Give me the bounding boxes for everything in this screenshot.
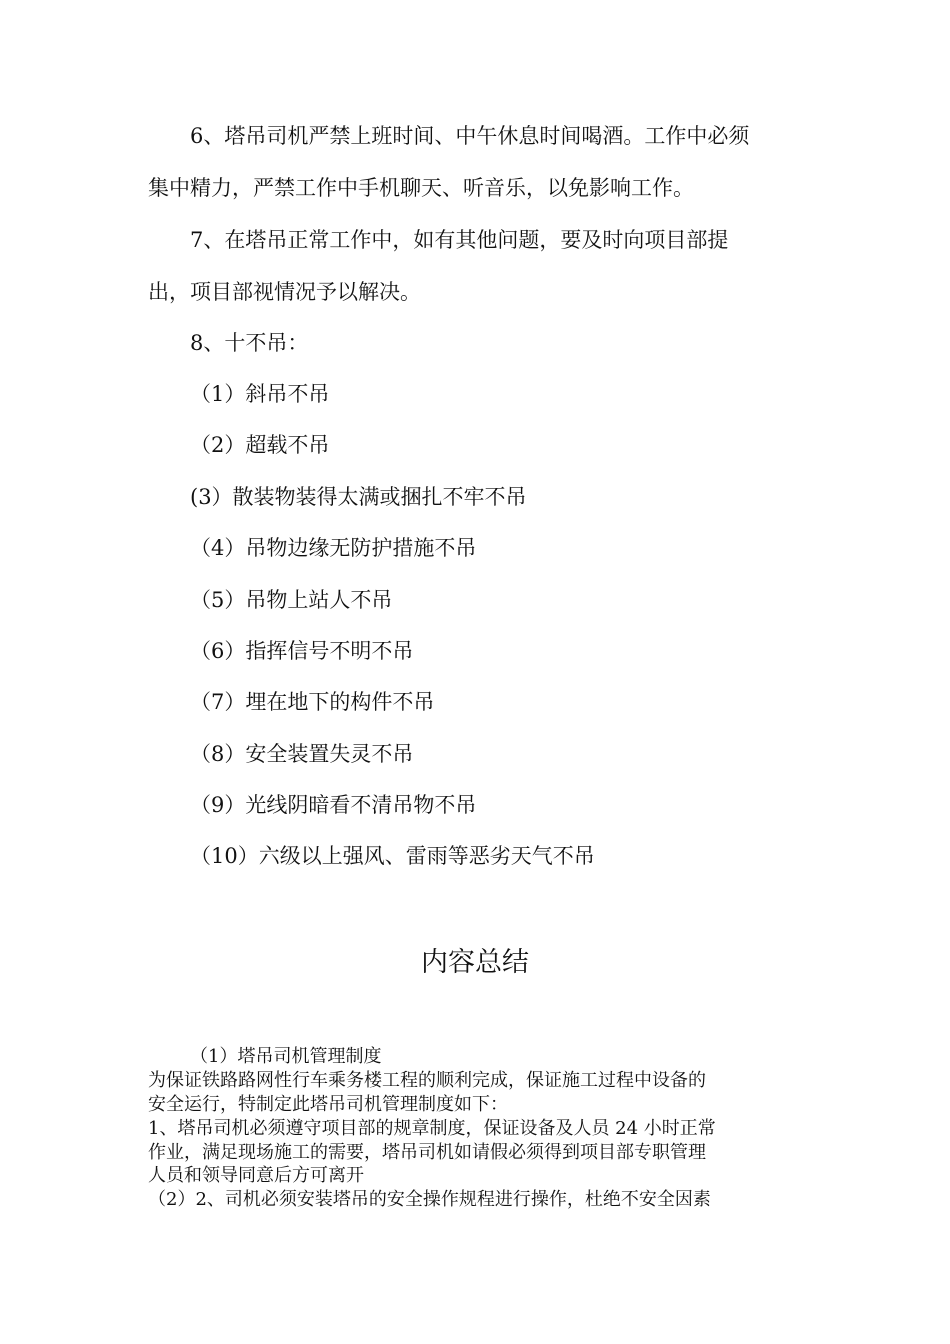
list-item: （10）六级以上强风、雷雨等恶劣天气不吊 bbox=[190, 844, 595, 868]
summary-line: （2）2、司机必须安装塔吊的安全操作规程进行操作，杜绝不安全因素 bbox=[148, 1189, 711, 1210]
list-item: （9）光线阴暗看不清吊物不吊 bbox=[190, 793, 477, 817]
list-item: （4）吊物边缘无防护措施不吊 bbox=[190, 536, 477, 560]
list-item: （8）安全装置失灵不吊 bbox=[190, 742, 414, 766]
summary-heading: （1）塔吊司机管理制度 bbox=[190, 1046, 382, 1067]
summary-line: 人员和领导同意后方可离开 bbox=[148, 1165, 364, 1186]
summary-line: 安全运行，特制定此塔吊司机管理制度如下： bbox=[148, 1094, 508, 1115]
list-item: （2）超载不吊 bbox=[190, 433, 330, 457]
list-item: （7）埋在地下的构件不吊 bbox=[190, 690, 435, 714]
paragraph-6-line-1: 6、塔吊司机严禁上班时间、中午休息时间喝酒。工作中必须 bbox=[190, 124, 750, 148]
summary-line: 1、塔吊司机必须遵守项目部的规章制度，保证设备及人员 24 小时正常 bbox=[148, 1118, 716, 1139]
list-item: （5）吊物上站人不吊 bbox=[190, 588, 393, 612]
summary-line: 为保证铁路路网性行车乘务楼工程的顺利完成，保证施工过程中设备的 bbox=[148, 1070, 706, 1091]
summary-title: 内容总结 bbox=[421, 947, 529, 978]
list-item: （6）指挥信号不明不吊 bbox=[190, 639, 414, 663]
paragraph-8-heading: 8、十不吊： bbox=[190, 331, 309, 355]
paragraph-7-line-2: 出，项目部视情况予以解决。 bbox=[148, 280, 421, 304]
list-item: (3）散装物装得太满或捆扎不牢不吊 bbox=[190, 485, 527, 509]
list-item: （1）斜吊不吊 bbox=[190, 382, 330, 406]
summary-line: 作业，满足现场施工的需要，塔吊司机如请假必须得到项目部专职管理 bbox=[148, 1142, 706, 1163]
paragraph-6-line-2: 集中精力，严禁工作中手机聊天、听音乐，以免影响工作。 bbox=[148, 176, 694, 200]
paragraph-7-line-1: 7、在塔吊正常工作中，如有其他问题，要及时向项目部提 bbox=[190, 228, 729, 252]
